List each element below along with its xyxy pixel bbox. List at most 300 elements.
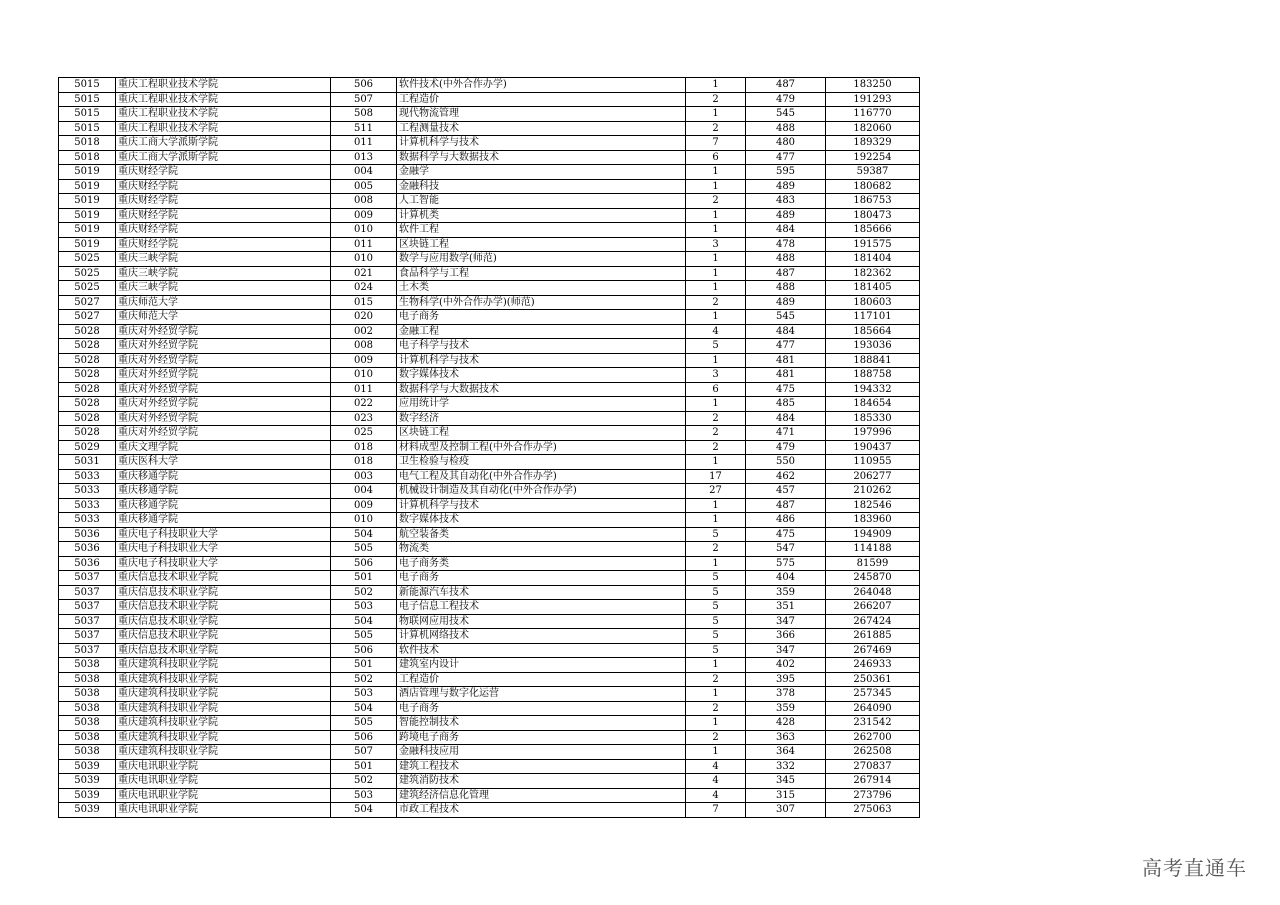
school-name-cell: 重庆移通学院 bbox=[116, 484, 331, 499]
major-code-cell: 021 bbox=[331, 266, 397, 281]
plan-count-cell: 5 bbox=[686, 571, 746, 586]
table-row bbox=[59, 121, 920, 136]
plan-count-cell: 6 bbox=[686, 150, 746, 165]
min-rank-cell: 117101 bbox=[826, 310, 920, 325]
plan-count-cell: 1 bbox=[686, 687, 746, 702]
school-name-cell: 重庆信息技术职业学院 bbox=[116, 643, 331, 658]
major-code-cell: 010 bbox=[331, 368, 397, 383]
plan-count-cell: 1 bbox=[686, 353, 746, 368]
major-code-cell: 008 bbox=[331, 339, 397, 354]
school-name-cell: 重庆财经学院 bbox=[116, 208, 331, 223]
min-rank-cell: 266207 bbox=[826, 600, 920, 615]
major-code-cell: 502 bbox=[331, 585, 397, 600]
major-name-cell: 区块链工程 bbox=[397, 237, 686, 252]
major-name-cell: 区块链工程 bbox=[397, 426, 686, 441]
school-code-cell: 5028 bbox=[59, 368, 116, 383]
school-name-cell: 重庆电讯职业学院 bbox=[116, 759, 331, 774]
min-rank-cell: 59387 bbox=[826, 165, 920, 180]
table-row bbox=[59, 745, 920, 760]
plan-count-cell: 17 bbox=[686, 469, 746, 484]
table-row bbox=[59, 527, 920, 542]
major-code-cell: 511 bbox=[331, 121, 397, 136]
major-code-cell: 018 bbox=[331, 440, 397, 455]
min-rank-cell: 185664 bbox=[826, 324, 920, 339]
school-name-cell: 重庆信息技术职业学院 bbox=[116, 614, 331, 629]
plan-count-cell: 1 bbox=[686, 310, 746, 325]
major-code-cell: 506 bbox=[331, 556, 397, 571]
major-name-cell: 生物科学(中外合作办学)(师范) bbox=[397, 295, 686, 310]
major-name-cell: 电子科学与技术 bbox=[397, 339, 686, 354]
table-row bbox=[59, 585, 920, 600]
table-row bbox=[59, 542, 920, 557]
min-rank-cell: 114188 bbox=[826, 542, 920, 557]
major-code-cell: 011 bbox=[331, 136, 397, 151]
plan-count-cell: 2 bbox=[686, 295, 746, 310]
min-score-cell: 481 bbox=[746, 353, 826, 368]
min-score-cell: 359 bbox=[746, 701, 826, 716]
school-code-cell: 5027 bbox=[59, 310, 116, 325]
school-name-cell: 重庆对外经贸学院 bbox=[116, 411, 331, 426]
table-row bbox=[59, 411, 920, 426]
major-name-cell: 机械设计制造及其自动化(中外合作办学) bbox=[397, 484, 686, 499]
plan-count-cell: 1 bbox=[686, 223, 746, 238]
school-code-cell: 5038 bbox=[59, 658, 116, 673]
major-code-cell: 010 bbox=[331, 223, 397, 238]
major-name-cell: 物联网应用技术 bbox=[397, 614, 686, 629]
min-rank-cell: 264090 bbox=[826, 701, 920, 716]
school-name-cell: 重庆信息技术职业学院 bbox=[116, 600, 331, 615]
school-code-cell: 5033 bbox=[59, 484, 116, 499]
table-row bbox=[59, 469, 920, 484]
plan-count-cell: 1 bbox=[686, 165, 746, 180]
table-row bbox=[59, 324, 920, 339]
major-code-cell: 503 bbox=[331, 687, 397, 702]
school-code-cell: 5027 bbox=[59, 295, 116, 310]
school-name-cell: 重庆电讯职业学院 bbox=[116, 788, 331, 803]
table-row bbox=[59, 281, 920, 296]
major-code-cell: 501 bbox=[331, 759, 397, 774]
min-score-cell: 575 bbox=[746, 556, 826, 571]
table-row bbox=[59, 339, 920, 354]
min-rank-cell: 188841 bbox=[826, 353, 920, 368]
major-code-cell: 004 bbox=[331, 484, 397, 499]
school-name-cell: 重庆医科大学 bbox=[116, 455, 331, 470]
plan-count-cell: 2 bbox=[686, 194, 746, 209]
min-rank-cell: 250361 bbox=[826, 672, 920, 687]
min-score-cell: 457 bbox=[746, 484, 826, 499]
table-row bbox=[59, 774, 920, 789]
min-rank-cell: 262700 bbox=[826, 730, 920, 745]
min-rank-cell: 197996 bbox=[826, 426, 920, 441]
table-row bbox=[59, 643, 920, 658]
min-score-cell: 481 bbox=[746, 368, 826, 383]
school-code-cell: 5019 bbox=[59, 165, 116, 180]
major-code-cell: 005 bbox=[331, 179, 397, 194]
school-code-cell: 5039 bbox=[59, 774, 116, 789]
table-row bbox=[59, 571, 920, 586]
major-code-cell: 504 bbox=[331, 527, 397, 542]
school-name-cell: 重庆对外经贸学院 bbox=[116, 397, 331, 412]
major-name-cell: 建筑室内设计 bbox=[397, 658, 686, 673]
plan-count-cell: 1 bbox=[686, 208, 746, 223]
min-rank-cell: 275063 bbox=[826, 803, 920, 818]
min-score-cell: 366 bbox=[746, 629, 826, 644]
min-rank-cell: 210262 bbox=[826, 484, 920, 499]
major-code-cell: 003 bbox=[331, 469, 397, 484]
major-name-cell: 数字经济 bbox=[397, 411, 686, 426]
major-code-cell: 024 bbox=[331, 281, 397, 296]
min-score-cell: 471 bbox=[746, 426, 826, 441]
major-name-cell: 工程造价 bbox=[397, 672, 686, 687]
school-code-cell: 5019 bbox=[59, 194, 116, 209]
school-code-cell: 5025 bbox=[59, 252, 116, 267]
plan-count-cell: 3 bbox=[686, 368, 746, 383]
min-score-cell: 351 bbox=[746, 600, 826, 615]
school-code-cell: 5033 bbox=[59, 513, 116, 528]
min-rank-cell: 194332 bbox=[826, 382, 920, 397]
school-code-cell: 5039 bbox=[59, 803, 116, 818]
major-name-cell: 电子商务 bbox=[397, 571, 686, 586]
school-name-cell: 重庆财经学院 bbox=[116, 223, 331, 238]
major-code-cell: 504 bbox=[331, 614, 397, 629]
major-code-cell: 502 bbox=[331, 672, 397, 687]
school-code-cell: 5018 bbox=[59, 136, 116, 151]
plan-count-cell: 5 bbox=[686, 614, 746, 629]
school-name-cell: 重庆工商大学派斯学院 bbox=[116, 150, 331, 165]
school-code-cell: 5038 bbox=[59, 687, 116, 702]
major-name-cell: 计算机网络技术 bbox=[397, 629, 686, 644]
min-rank-cell: 189329 bbox=[826, 136, 920, 151]
school-code-cell: 5025 bbox=[59, 281, 116, 296]
min-rank-cell: 261885 bbox=[826, 629, 920, 644]
table-row bbox=[59, 237, 920, 252]
min-score-cell: 489 bbox=[746, 295, 826, 310]
table-row bbox=[59, 600, 920, 615]
min-rank-cell: 182362 bbox=[826, 266, 920, 281]
major-name-cell: 数据科学与大数据技术 bbox=[397, 382, 686, 397]
min-rank-cell: 181405 bbox=[826, 281, 920, 296]
min-rank-cell: 81599 bbox=[826, 556, 920, 571]
school-code-cell: 5015 bbox=[59, 78, 116, 93]
min-rank-cell: 191293 bbox=[826, 92, 920, 107]
major-code-cell: 503 bbox=[331, 788, 397, 803]
school-name-cell: 重庆财经学院 bbox=[116, 179, 331, 194]
major-code-cell: 002 bbox=[331, 324, 397, 339]
min-score-cell: 345 bbox=[746, 774, 826, 789]
school-code-cell: 5015 bbox=[59, 92, 116, 107]
table-row bbox=[59, 295, 920, 310]
min-rank-cell: 190437 bbox=[826, 440, 920, 455]
school-code-cell: 5028 bbox=[59, 382, 116, 397]
min-rank-cell: 186753 bbox=[826, 194, 920, 209]
major-name-cell: 电子商务 bbox=[397, 701, 686, 716]
table-row bbox=[59, 266, 920, 281]
plan-count-cell: 5 bbox=[686, 629, 746, 644]
min-score-cell: 477 bbox=[746, 150, 826, 165]
major-code-cell: 506 bbox=[331, 643, 397, 658]
plan-count-cell: 5 bbox=[686, 585, 746, 600]
major-name-cell: 数字媒体技术 bbox=[397, 513, 686, 528]
plan-count-cell: 1 bbox=[686, 745, 746, 760]
school-name-cell: 重庆工程职业技术学院 bbox=[116, 92, 331, 107]
major-code-cell: 025 bbox=[331, 426, 397, 441]
school-code-cell: 5039 bbox=[59, 759, 116, 774]
major-name-cell: 材料成型及控制工程(中外合作办学) bbox=[397, 440, 686, 455]
school-code-cell: 5018 bbox=[59, 150, 116, 165]
school-name-cell: 重庆电子科技职业大学 bbox=[116, 527, 331, 542]
table-row bbox=[59, 484, 920, 499]
school-name-cell: 重庆工程职业技术学院 bbox=[116, 121, 331, 136]
min-score-cell: 547 bbox=[746, 542, 826, 557]
table-row bbox=[59, 716, 920, 731]
major-name-cell: 跨境电子商务 bbox=[397, 730, 686, 745]
school-code-cell: 5029 bbox=[59, 440, 116, 455]
major-name-cell: 软件技术(中外合作办学) bbox=[397, 78, 686, 93]
table-row bbox=[59, 150, 920, 165]
school-name-cell: 重庆移通学院 bbox=[116, 513, 331, 528]
plan-count-cell: 1 bbox=[686, 455, 746, 470]
plan-count-cell: 2 bbox=[686, 701, 746, 716]
plan-count-cell: 1 bbox=[686, 498, 746, 513]
major-name-cell: 数据科学与大数据技术 bbox=[397, 150, 686, 165]
plan-count-cell: 7 bbox=[686, 136, 746, 151]
plan-count-cell: 7 bbox=[686, 803, 746, 818]
table-row bbox=[59, 788, 920, 803]
major-name-cell: 土木类 bbox=[397, 281, 686, 296]
school-name-cell: 重庆师范大学 bbox=[116, 295, 331, 310]
plan-count-cell: 2 bbox=[686, 121, 746, 136]
major-code-cell: 011 bbox=[331, 237, 397, 252]
school-name-cell: 重庆电讯职业学院 bbox=[116, 803, 331, 818]
major-code-cell: 501 bbox=[331, 571, 397, 586]
major-name-cell: 新能源汽车技术 bbox=[397, 585, 686, 600]
major-code-cell: 018 bbox=[331, 455, 397, 470]
min-score-cell: 480 bbox=[746, 136, 826, 151]
table-row bbox=[59, 310, 920, 325]
min-score-cell: 488 bbox=[746, 121, 826, 136]
major-name-cell: 现代物流管理 bbox=[397, 107, 686, 122]
min-score-cell: 347 bbox=[746, 643, 826, 658]
major-code-cell: 015 bbox=[331, 295, 397, 310]
table-row bbox=[59, 614, 920, 629]
min-score-cell: 475 bbox=[746, 382, 826, 397]
major-code-cell: 506 bbox=[331, 730, 397, 745]
table-body bbox=[59, 78, 920, 818]
major-name-cell: 航空装备类 bbox=[397, 527, 686, 542]
min-rank-cell: 183960 bbox=[826, 513, 920, 528]
major-code-cell: 502 bbox=[331, 774, 397, 789]
plan-count-cell: 1 bbox=[686, 107, 746, 122]
min-rank-cell: 194909 bbox=[826, 527, 920, 542]
min-rank-cell: 110955 bbox=[826, 455, 920, 470]
major-code-cell: 506 bbox=[331, 78, 397, 93]
plan-count-cell: 1 bbox=[686, 281, 746, 296]
major-code-cell: 503 bbox=[331, 600, 397, 615]
min-rank-cell: 273796 bbox=[826, 788, 920, 803]
school-name-cell: 重庆对外经贸学院 bbox=[116, 368, 331, 383]
major-name-cell: 计算机科学与技术 bbox=[397, 353, 686, 368]
table-row bbox=[59, 136, 920, 151]
min-score-cell: 359 bbox=[746, 585, 826, 600]
major-name-cell: 电子信息工程技术 bbox=[397, 600, 686, 615]
min-rank-cell: 267469 bbox=[826, 643, 920, 658]
table-row bbox=[59, 165, 920, 180]
school-code-cell: 5025 bbox=[59, 266, 116, 281]
major-name-cell: 金融科技 bbox=[397, 179, 686, 194]
major-name-cell: 软件技术 bbox=[397, 643, 686, 658]
major-name-cell: 应用统计学 bbox=[397, 397, 686, 412]
table-row bbox=[59, 629, 920, 644]
school-name-cell: 重庆电讯职业学院 bbox=[116, 774, 331, 789]
major-name-cell: 计算机科学与技术 bbox=[397, 498, 686, 513]
table-row bbox=[59, 397, 920, 412]
school-code-cell: 5028 bbox=[59, 324, 116, 339]
min-score-cell: 479 bbox=[746, 440, 826, 455]
major-code-cell: 009 bbox=[331, 353, 397, 368]
table-row bbox=[59, 658, 920, 673]
table-row bbox=[59, 426, 920, 441]
min-score-cell: 550 bbox=[746, 455, 826, 470]
school-name-cell: 重庆电子科技职业大学 bbox=[116, 542, 331, 557]
school-code-cell: 5028 bbox=[59, 411, 116, 426]
school-code-cell: 5031 bbox=[59, 455, 116, 470]
major-name-cell: 食品科学与工程 bbox=[397, 266, 686, 281]
table-row bbox=[59, 513, 920, 528]
school-name-cell: 重庆信息技术职业学院 bbox=[116, 571, 331, 586]
school-name-cell: 重庆建筑科技职业学院 bbox=[116, 745, 331, 760]
min-score-cell: 488 bbox=[746, 252, 826, 267]
plan-count-cell: 4 bbox=[686, 788, 746, 803]
major-code-cell: 011 bbox=[331, 382, 397, 397]
min-rank-cell: 185666 bbox=[826, 223, 920, 238]
school-code-cell: 5019 bbox=[59, 223, 116, 238]
plan-count-cell: 1 bbox=[686, 556, 746, 571]
min-score-cell: 395 bbox=[746, 672, 826, 687]
school-code-cell: 5037 bbox=[59, 585, 116, 600]
min-rank-cell: 182060 bbox=[826, 121, 920, 136]
min-score-cell: 484 bbox=[746, 223, 826, 238]
table-row bbox=[59, 368, 920, 383]
plan-count-cell: 5 bbox=[686, 527, 746, 542]
min-score-cell: 485 bbox=[746, 397, 826, 412]
school-name-cell: 重庆电子科技职业大学 bbox=[116, 556, 331, 571]
major-code-cell: 010 bbox=[331, 252, 397, 267]
school-name-cell: 重庆建筑科技职业学院 bbox=[116, 730, 331, 745]
min-rank-cell: 181404 bbox=[826, 252, 920, 267]
school-code-cell: 5038 bbox=[59, 716, 116, 731]
plan-count-cell: 2 bbox=[686, 92, 746, 107]
table-row bbox=[59, 382, 920, 397]
min-score-cell: 347 bbox=[746, 614, 826, 629]
major-name-cell: 市政工程技术 bbox=[397, 803, 686, 818]
major-code-cell: 508 bbox=[331, 107, 397, 122]
min-score-cell: 486 bbox=[746, 513, 826, 528]
min-rank-cell: 267424 bbox=[826, 614, 920, 629]
plan-count-cell: 4 bbox=[686, 759, 746, 774]
min-rank-cell: 182546 bbox=[826, 498, 920, 513]
min-rank-cell: 183250 bbox=[826, 78, 920, 93]
school-name-cell: 重庆工商大学派斯学院 bbox=[116, 136, 331, 151]
school-name-cell: 重庆工程职业技术学院 bbox=[116, 107, 331, 122]
major-name-cell: 建筑经济信息化管理 bbox=[397, 788, 686, 803]
major-code-cell: 009 bbox=[331, 208, 397, 223]
major-name-cell: 计算机科学与技术 bbox=[397, 136, 686, 151]
school-name-cell: 重庆对外经贸学院 bbox=[116, 339, 331, 354]
table-row bbox=[59, 194, 920, 209]
school-code-cell: 5033 bbox=[59, 469, 116, 484]
major-name-cell: 工程测量技术 bbox=[397, 121, 686, 136]
major-name-cell: 电气工程及其自动化(中外合作办学) bbox=[397, 469, 686, 484]
min-rank-cell: 192254 bbox=[826, 150, 920, 165]
min-rank-cell: 116770 bbox=[826, 107, 920, 122]
major-name-cell: 数学与应用数学(师范) bbox=[397, 252, 686, 267]
table-row bbox=[59, 803, 920, 818]
plan-count-cell: 1 bbox=[686, 513, 746, 528]
school-code-cell: 5019 bbox=[59, 237, 116, 252]
major-code-cell: 008 bbox=[331, 194, 397, 209]
plan-count-cell: 5 bbox=[686, 643, 746, 658]
min-rank-cell: 185330 bbox=[826, 411, 920, 426]
school-name-cell: 重庆师范大学 bbox=[116, 310, 331, 325]
plan-count-cell: 2 bbox=[686, 411, 746, 426]
school-name-cell: 重庆建筑科技职业学院 bbox=[116, 672, 331, 687]
table-row bbox=[59, 252, 920, 267]
table-row bbox=[59, 759, 920, 774]
min-score-cell: 363 bbox=[746, 730, 826, 745]
min-rank-cell: 193036 bbox=[826, 339, 920, 354]
min-score-cell: 462 bbox=[746, 469, 826, 484]
major-name-cell: 计算机类 bbox=[397, 208, 686, 223]
school-code-cell: 5036 bbox=[59, 556, 116, 571]
min-score-cell: 332 bbox=[746, 759, 826, 774]
major-name-cell: 酒店管理与数字化运营 bbox=[397, 687, 686, 702]
min-score-cell: 428 bbox=[746, 716, 826, 731]
table-row bbox=[59, 701, 920, 716]
major-code-cell: 504 bbox=[331, 803, 397, 818]
major-name-cell: 数字媒体技术 bbox=[397, 368, 686, 383]
min-score-cell: 479 bbox=[746, 92, 826, 107]
school-code-cell: 5039 bbox=[59, 788, 116, 803]
plan-count-cell: 2 bbox=[686, 730, 746, 745]
plan-count-cell: 1 bbox=[686, 658, 746, 673]
table-row bbox=[59, 455, 920, 470]
plan-count-cell: 1 bbox=[686, 397, 746, 412]
school-code-cell: 5038 bbox=[59, 701, 116, 716]
major-name-cell: 金融科技应用 bbox=[397, 745, 686, 760]
school-code-cell: 5038 bbox=[59, 730, 116, 745]
min-score-cell: 484 bbox=[746, 411, 826, 426]
school-code-cell: 5038 bbox=[59, 745, 116, 760]
major-name-cell: 建筑工程技术 bbox=[397, 759, 686, 774]
plan-count-cell: 2 bbox=[686, 672, 746, 687]
plan-count-cell: 6 bbox=[686, 382, 746, 397]
school-code-cell: 5019 bbox=[59, 208, 116, 223]
min-rank-cell: 180603 bbox=[826, 295, 920, 310]
school-code-cell: 5028 bbox=[59, 339, 116, 354]
table-row bbox=[59, 556, 920, 571]
min-score-cell: 545 bbox=[746, 310, 826, 325]
plan-count-cell: 1 bbox=[686, 78, 746, 93]
table-row bbox=[59, 208, 920, 223]
min-score-cell: 488 bbox=[746, 281, 826, 296]
min-score-cell: 315 bbox=[746, 788, 826, 803]
min-rank-cell: 245870 bbox=[826, 571, 920, 586]
major-code-cell: 505 bbox=[331, 542, 397, 557]
min-rank-cell: 180682 bbox=[826, 179, 920, 194]
major-name-cell: 智能控制技术 bbox=[397, 716, 686, 731]
school-code-cell: 5036 bbox=[59, 527, 116, 542]
major-name-cell: 金融学 bbox=[397, 165, 686, 180]
